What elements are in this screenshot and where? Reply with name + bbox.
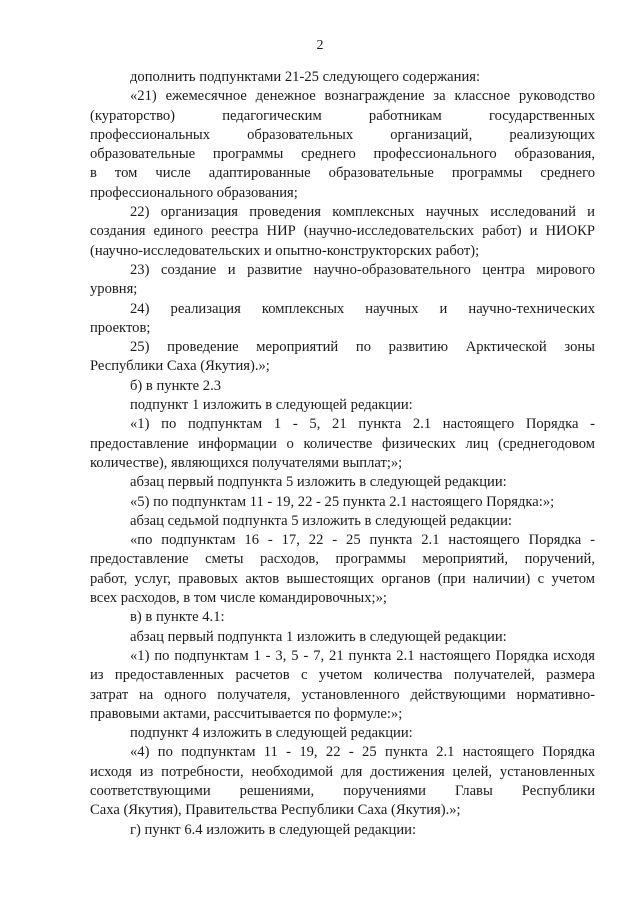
text-line: профессиональных образовательных организаций, реализующих	[90, 126, 595, 143]
text-line: «4) по подпунктам 11 - 19, 22 - 25 пункта 2.1 настоящего Порядка	[130, 744, 595, 761]
text-line: соответствующими решениями, поручениями Главы Республики	[90, 782, 595, 799]
text-line: (кураторство) педагогическим работникам государственных	[90, 107, 595, 124]
text-line: абзац первый подпункта 1 изложить в следующей редакции:	[130, 628, 507, 645]
text-line: 23) создание и развитие научно-образовательного центра мирового	[130, 261, 595, 278]
text-line: затрат на одного получателя, установленного действующими нормативно-	[90, 686, 595, 703]
text-line: подпункт 1 изложить в следующей редакции:	[130, 397, 413, 414]
text-line: г) пункт 6.4 изложить в следующей редакции:	[130, 821, 417, 838]
text-line: проектов;	[90, 319, 151, 336]
text-line: из предоставленных расчетов с учетом количества получателей, размера	[90, 667, 595, 684]
text-line: Саха (Якутия), Правительства Республики Саха (Якутия).»;	[90, 802, 461, 819]
text-line: дополнить подпунктами 21-25 следующего содержания:	[130, 69, 481, 85]
text-line: б) в пункте 2.3	[130, 377, 222, 394]
page-number: 2	[316, 38, 324, 53]
text-line: в) в пункте 4.1:	[130, 609, 225, 626]
text-line: уровня;	[90, 281, 138, 298]
text-line: подпункт 4 изложить в следующей редакции:	[130, 725, 413, 742]
text-line: 22) организация проведения комплексных научных исследований и	[130, 204, 595, 221]
text-line: абзац первый подпункта 5 изложить в следующей редакции:	[130, 474, 507, 491]
document-body	[90, 68, 595, 840]
text-line: правовыми актами, рассчитывается по формуле:»;	[90, 705, 403, 722]
text-line: «1) по подпунктам 1 - 3, 5 - 7, 21 пункта 2.1 настоящего Порядка исходя	[130, 647, 595, 664]
text-line: исходя из потребности, необходимой для достижения целей, установленных	[90, 763, 595, 780]
text-line: 25) проведение мероприятий по развитию Арктической зоны	[130, 339, 595, 356]
text-line: количестве), являющихся получателями выплат;»;	[90, 454, 403, 471]
text-line: (научно-исследовательских и опытно-конструкторских работ);	[90, 242, 480, 259]
text-line: абзац седьмой подпункта 5 изложить в следующей редакции:	[130, 512, 512, 529]
text-line: 24) реализация комплексных научных и научно-технических	[130, 300, 595, 317]
text-line: всех расходов, в том числе командировочных;»;	[90, 590, 387, 607]
text-line: «21) ежемесячное денежное вознаграждение за классное руководство	[130, 88, 595, 105]
text-line: предоставление информации о количестве физических лиц (среднегодовом	[90, 435, 595, 452]
text-line: «5) по подпунктам 11 - 19, 22 - 25 пункта 2.1 настоящего Порядка:»;	[130, 493, 555, 510]
text-line: предоставление сметы расходов, программы мероприятий, поручений,	[90, 551, 595, 568]
text-line: в том числе адаптированные образовательные программы среднего	[90, 165, 595, 182]
text-line: профессионального образования;	[90, 184, 298, 201]
text-line: «1) по подпунктам 1 - 5, 21 пункта 2.1 настоящего Порядка -	[130, 416, 595, 433]
text-line: образовательные программы среднего профессионального образования,	[90, 146, 595, 163]
text-line: создания единого реестра НИР (научно-исследовательских работ) и НИОКР	[90, 223, 595, 240]
text-line: Республики Саха (Якутия).»;	[90, 358, 270, 375]
text-line: работ, услуг, правовых актов вышестоящих органов (при наличии) с учетом	[90, 570, 595, 587]
text-line: «по подпунктам 16 - 17, 22 - 25 пункта 2.1 настоящего Порядка -	[130, 532, 595, 549]
